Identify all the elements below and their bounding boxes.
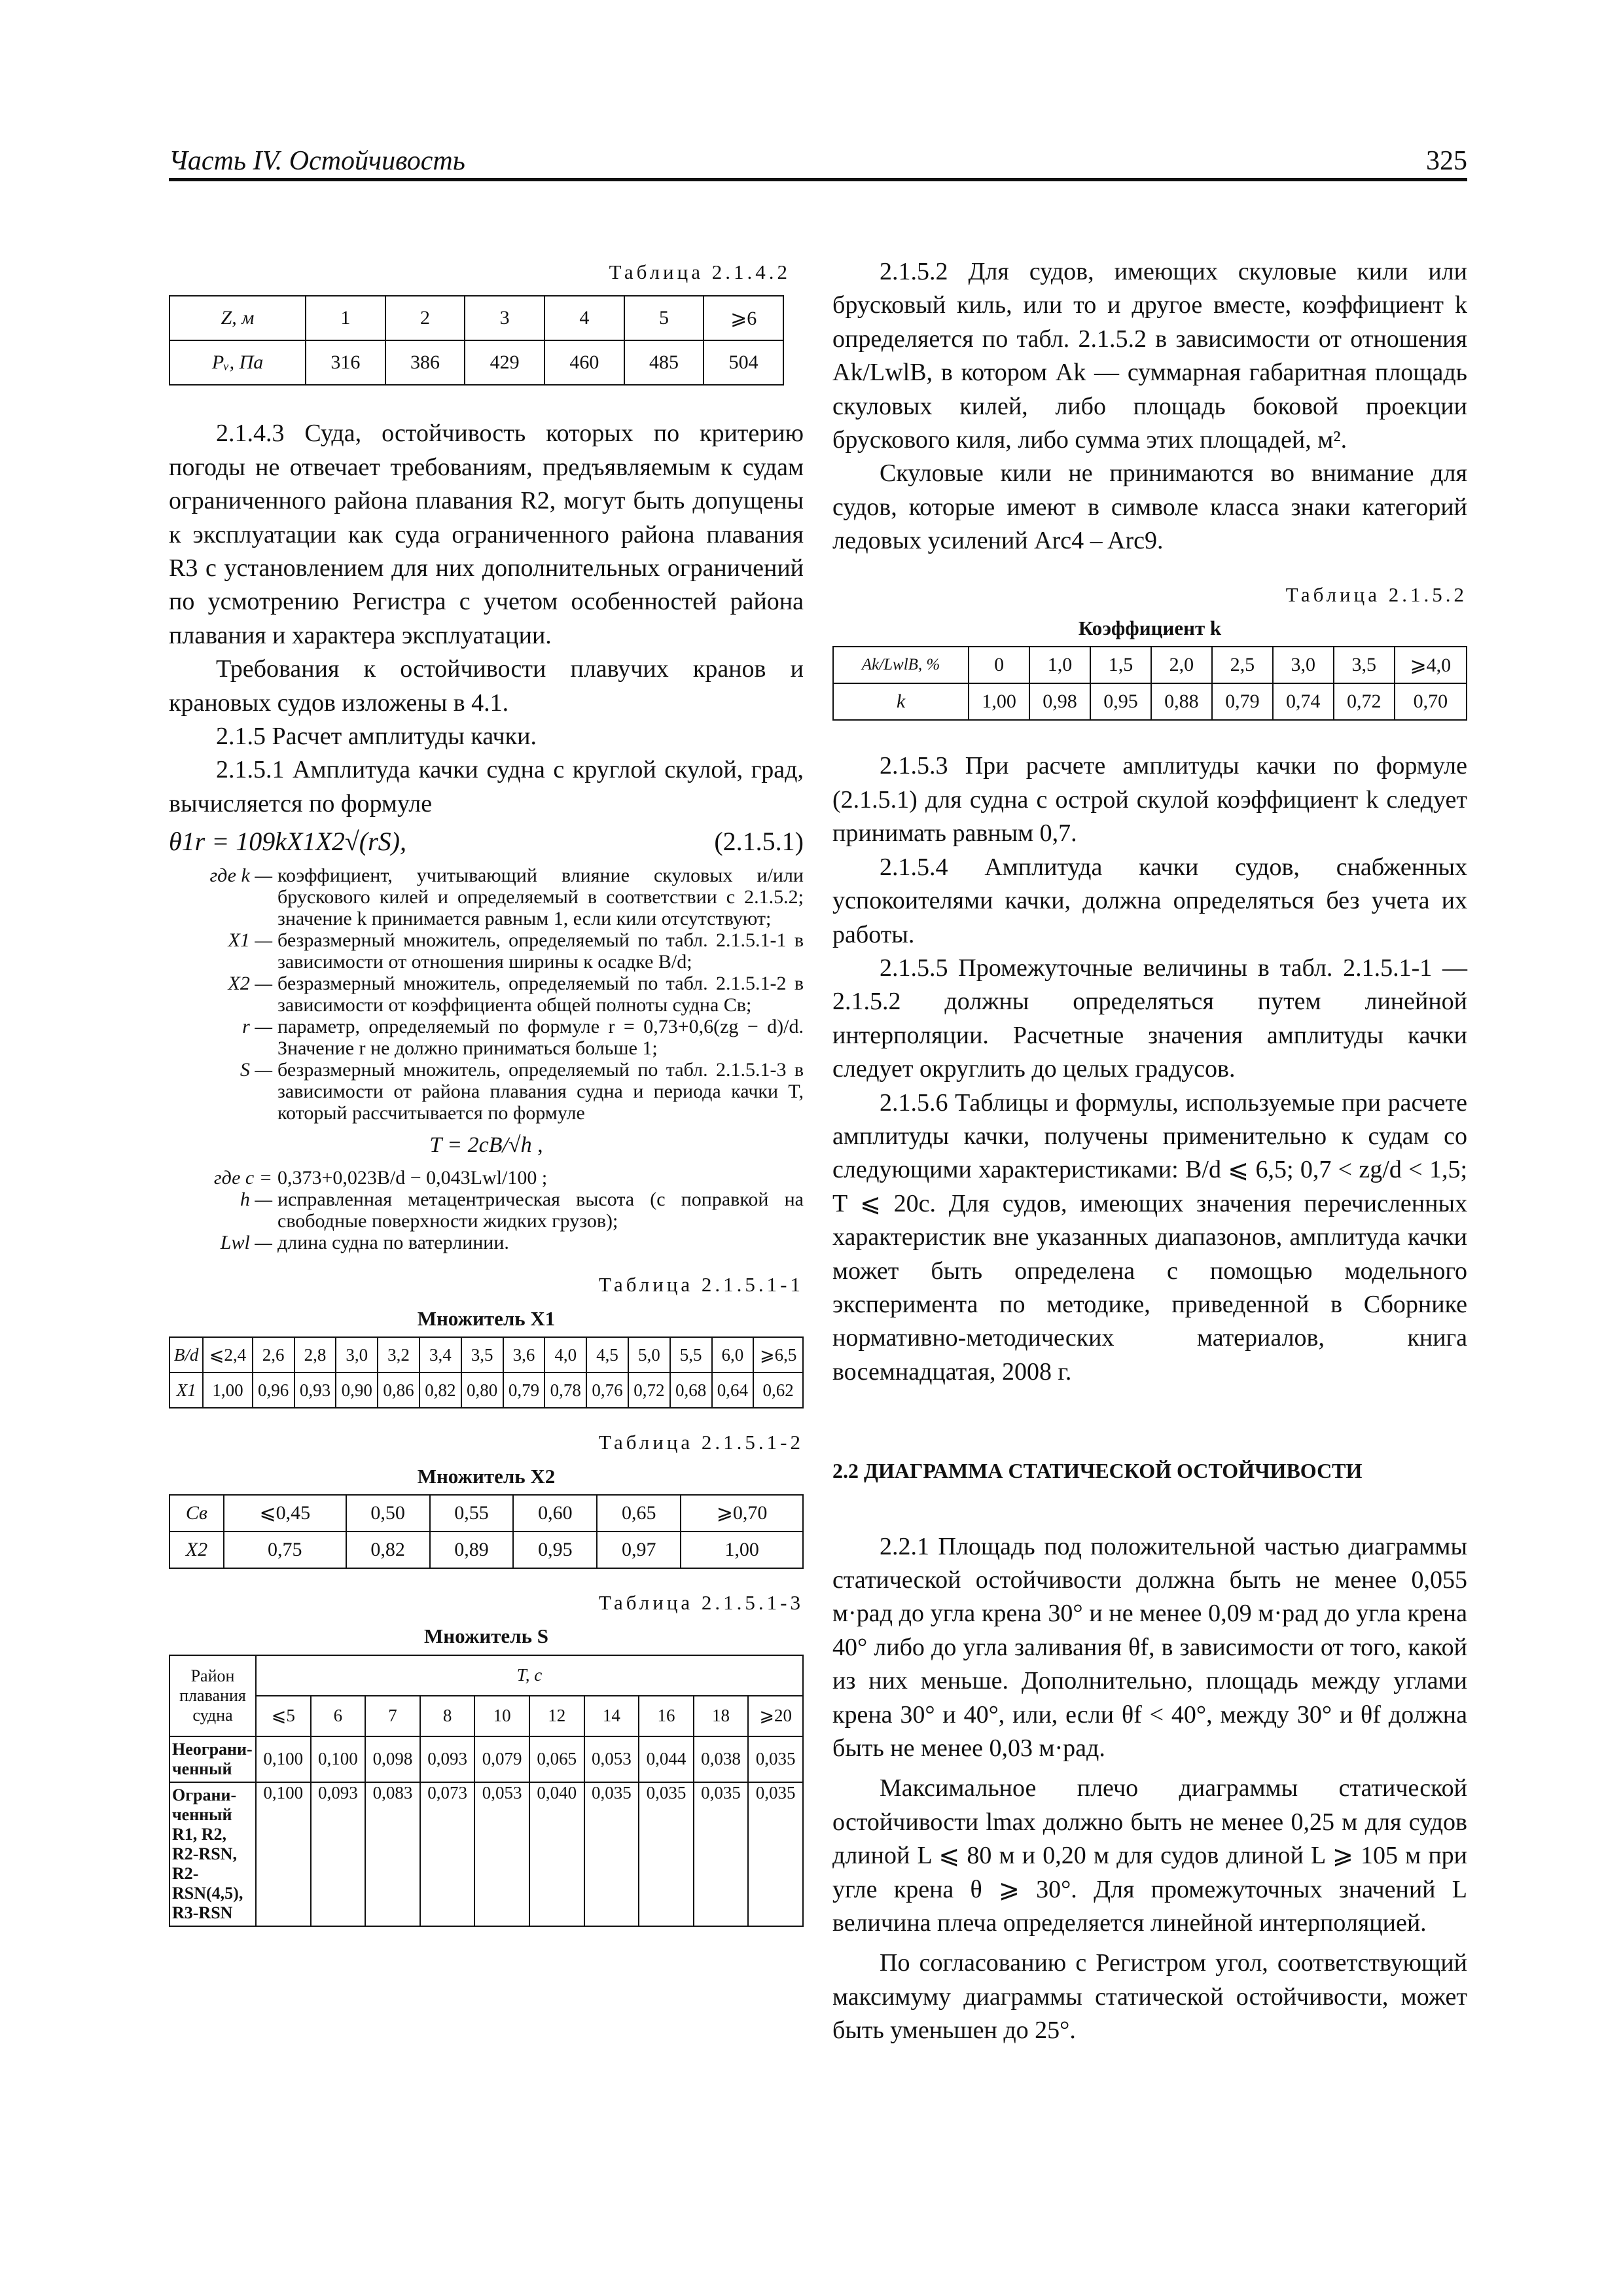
definition-item (169, 1167, 804, 1189)
table-cell: 16 (639, 1696, 694, 1736)
table-title: Множитель S (424, 1624, 548, 1648)
table-cell: 0,035 (584, 1782, 639, 1926)
table-cell: 0,97 (597, 1532, 681, 1568)
table-header-cell: T, c (256, 1655, 803, 1696)
table-cell: 6 (311, 1696, 366, 1736)
table-cell: ⩽0,45 (224, 1495, 346, 1532)
definition-term: X1 — (228, 929, 272, 952)
definition-term: h — (240, 1189, 272, 1211)
table-cell: 1,0 (1029, 647, 1090, 683)
table-cell: 485 (624, 340, 704, 385)
paragraph-25-deg: По согласованию с Регистром угол, соответствующий максимуму диаграммы статической остойчивости, может быть уменьшен до 25°. (832, 1949, 1467, 2045)
table-cell: 3,2 (378, 1337, 419, 1372)
table-cell: 0,62 (753, 1372, 803, 1408)
table-header-cell: Район плавания судна (169, 1655, 256, 1736)
table-cell: 0,100 (311, 1736, 366, 1782)
table-cell: Cв (169, 1495, 224, 1532)
definition-item (169, 1016, 804, 1059)
table-cell: 0,80 (461, 1372, 503, 1408)
table-cell: 0,083 (365, 1782, 420, 1926)
table-row (169, 296, 783, 340)
paragraph-2-1-4-3: 2.1.4.3 Суда, остойчивость которых по критерию погоды не отвечает требованиям, предъявляемым к судам ограниченного района плавания R2, могут быть допущены к эксплуатации как суда ограниченного района плавания R3 с установлением для них дополнительных ограничений по усмотрению Регистра с учетом особенностей района плавания и характера эксплуатации. (169, 420, 804, 649)
table-caption: Таблица 2.1.5.1-3 (598, 1590, 804, 1614)
table-cell: 2,6 (253, 1337, 294, 1372)
table-row (169, 1696, 803, 1736)
header-rule (169, 178, 1467, 181)
table-cell: 4 (544, 296, 624, 340)
table-title: Множитель X2 (417, 1464, 556, 1488)
table-cell: 0,053 (474, 1782, 529, 1926)
table-cell: 0,50 (346, 1495, 430, 1532)
definition-text: длина судна по ватерлинии. (277, 1232, 509, 1254)
table-cell: 0,70 (1395, 683, 1467, 720)
table-row (169, 1736, 803, 1782)
table-cell: 7 (365, 1696, 420, 1736)
paragraph-cranes: Требования к остойчивости плавучих кранов и крановых судов изложены в 4.1. (169, 655, 804, 717)
paragraph-2-1-5-3: 2.1.5.3 При расчете амплитуды качки по формуле (2.1.5.1) для судна с острой скулой коэффициент k следует принимать равным 0,7. (832, 752, 1467, 848)
table-row (169, 1532, 803, 1568)
table-row (169, 1655, 803, 1696)
left-column (169, 255, 804, 1927)
table-cell: 504 (704, 340, 783, 385)
table-cell: 3,6 (503, 1337, 545, 1372)
running-header (169, 145, 1467, 178)
table-cell: 0,76 (586, 1372, 628, 1408)
definition-term: Lwl — (220, 1232, 272, 1254)
definitions-2 (169, 1167, 804, 1253)
definition-text: безразмерный множитель, определяемый по табл. 2.1.5.1-2 в зависимости от коэффициента общей полноты судна Cв; (277, 973, 804, 1016)
definition-text: коэффициент, учитывающий влияние скуловых и/или брускового килей и определяемый в соответствии с 2.1.5.2; значение k принимается равным 1, если кили отсутствуют; (277, 865, 804, 930)
table-cell: ⩾4,0 (1395, 647, 1467, 683)
table-cell: 0,60 (513, 1495, 597, 1532)
formula-text: θ1r = 109kX1X2√(rS), (169, 827, 406, 857)
table-title: Коэффициент k (1078, 617, 1222, 640)
table-cell: 1,00 (969, 683, 1029, 720)
table-cell: 0,035 (639, 1782, 694, 1926)
table-cell: 1,00 (681, 1532, 803, 1568)
page-number: 325 (1426, 146, 1467, 176)
right-column (832, 255, 1467, 2048)
table-cell: 3,4 (419, 1337, 461, 1372)
table-2-1-5-2 (832, 646, 1467, 721)
heading-2-1-5: 2.1.5 Расчет амплитуды качки. (216, 723, 537, 751)
table-row (833, 647, 1467, 683)
definition-term: где k — (209, 865, 272, 887)
table-row (169, 1372, 803, 1408)
table-cell: 2,8 (294, 1337, 336, 1372)
table-cell: ⩽2,4 (203, 1337, 253, 1372)
definition-text: исправленная метацентрическая высота (с поправкой на свободные поверхности жидких грузов); (277, 1189, 804, 1232)
table-2-1-5-1-1 (169, 1336, 804, 1408)
table-cell: 4,5 (586, 1337, 628, 1372)
table-cell: 4,0 (544, 1337, 586, 1372)
table-cell: 0,78 (544, 1372, 586, 1408)
table-cell: 0,75 (224, 1532, 346, 1568)
formula-period: T = 2cB/√h , (429, 1133, 543, 1158)
table-2-1-5-1-2 (169, 1494, 804, 1569)
paragraph-2-1-5-5: 2.1.5.5 Промежуточные величины в табл. 2.1.5.1-1 — 2.1.5.2 должны определяться путем линейной интерполяции. Расчетные значения амплитуды качки следует округлить до целых градусов. (832, 954, 1467, 1083)
table-row (169, 1337, 803, 1372)
paragraph-2-2-1: 2.2.1 Площадь под положительной частью диаграммы статической остойчивости должна быть не менее 0,055 м·рад до угла крена 30° и не менее 0,09 м·рад до угла крена 40° либо до угла заливания θf, в зависимости от того, какой из них меньше. Дополнительно, площадь между углами крена 30° и 40°, или, если θf < 40°, между 30° и θf должна быть не менее 0,03 м·рад. (832, 1532, 1467, 1763)
table-cell: 0,79 (1212, 683, 1273, 720)
table-cell: 0,95 (513, 1532, 597, 1568)
definition-item (169, 929, 804, 973)
header-title: Часть IV. Остойчивость (169, 146, 465, 176)
table-cell: 0,90 (336, 1372, 378, 1408)
table-row-label: Неограни-ченный (169, 1736, 256, 1782)
table-cell: B/d (169, 1337, 203, 1372)
formula-2-1-5-1 (169, 826, 804, 857)
definition-text: безразмерный множитель, определяемый по табл. 2.1.5.1-3 в зависимости от района плавания судна и периода качки T, который рассчитывается по формуле (277, 1059, 804, 1124)
table-cell: 0,035 (748, 1736, 803, 1782)
formula-number: (2.1.5.1) (714, 827, 804, 857)
definition-term: X2 — (228, 973, 272, 995)
table-cell: 1,5 (1090, 647, 1151, 683)
paragraph-arc: Скуловые кили не принимаются во внимание для судов, которые имеют в символе класса знаки категорий ледовых усилений Arc4 – Arc9. (832, 459, 1467, 555)
table-cell: 14 (584, 1696, 639, 1736)
table-cell: 0,65 (597, 1495, 681, 1532)
table-row (169, 1782, 803, 1926)
table-cell: ⩾6 (704, 296, 783, 340)
table-cell: 3,0 (336, 1337, 378, 1372)
table-cell: 0,098 (365, 1736, 420, 1782)
definition-item (169, 1232, 804, 1253)
table-cell: 0,64 (712, 1372, 754, 1408)
paragraph-lmax: Максимальное плечо диаграммы статической остойчивости lmax должно быть не менее 0,25 м для судов длиной L ⩽ 80 м и 0,20 м для судов длиной L ⩾ 105 м при угле крена θ ⩾ 30°. Для промежуточных значений L величина плеча определяется линейной интерполяцией. (832, 1774, 1467, 1937)
table-cell: 0,88 (1151, 683, 1212, 720)
table-cell: 0,100 (256, 1736, 311, 1782)
table-cell: ⩾0,70 (681, 1495, 803, 1532)
table-cell: 0,93 (294, 1372, 336, 1408)
table-cell: 0,093 (420, 1736, 475, 1782)
definitions (169, 865, 804, 1124)
table-cell: Pᵥ, Па (169, 340, 306, 385)
table-row (169, 1495, 803, 1532)
table-cell: 2,0 (1151, 647, 1212, 683)
table-cell: 3 (465, 296, 544, 340)
table-cell: 0,72 (1334, 683, 1395, 720)
table-cell: 2 (385, 296, 465, 340)
table-cell: 0,82 (419, 1372, 461, 1408)
table-cell: 0,86 (378, 1372, 419, 1408)
definition-text: 0,373+0,023B/d − 0,043Lwl/100 ; (277, 1167, 548, 1189)
definition-item (169, 865, 804, 929)
table-row (833, 683, 1467, 720)
table-row-label: Ограни-ченный R1, R2, R2-RSN, R2-RSN(4,5), R3-RSN (169, 1782, 256, 1926)
table-cell: 0,55 (430, 1495, 514, 1532)
table-cell: 386 (385, 340, 465, 385)
table-cell: 1 (306, 296, 385, 340)
table-cell: 429 (465, 340, 544, 385)
table-2-1-4-2 (169, 295, 784, 386)
table-cell: 0 (969, 647, 1029, 683)
table-cell: k (833, 683, 969, 720)
table-cell: 5,5 (670, 1337, 712, 1372)
table-cell: 0,079 (474, 1736, 529, 1782)
table-cell: 12 (529, 1696, 584, 1736)
table-cell: 0,89 (430, 1532, 514, 1568)
table-cell: 6,0 (712, 1337, 754, 1372)
table-cell: 0,040 (529, 1782, 584, 1926)
table-caption: Таблица 2.1.5.2 (1285, 583, 1467, 606)
definition-term: где c = (213, 1167, 272, 1189)
table-row (169, 340, 783, 385)
table-cell: 0,100 (256, 1782, 311, 1926)
table-cell: 0,053 (584, 1736, 639, 1782)
section-heading-2-2: 2.2 ДИАГРАММА СТАТИЧЕСКОЙ ОСТОЙЧИВОСТИ (832, 1459, 1363, 1483)
table-cell: 0,035 (748, 1782, 803, 1926)
table-cell: 0,044 (639, 1736, 694, 1782)
definition-term: S — (240, 1059, 272, 1081)
table-title: Множитель X1 (417, 1306, 556, 1330)
table-cell: ⩾20 (748, 1696, 803, 1736)
table-caption: Таблица 2.1.4.2 (609, 260, 791, 283)
table-cell: 0,96 (253, 1372, 294, 1408)
table-cell: 18 (694, 1696, 749, 1736)
table-cell: 0,073 (420, 1782, 475, 1926)
table-cell: 5,0 (628, 1337, 670, 1372)
paragraph-2-1-5-2: 2.1.5.2 Для судов, имеющих скуловые кили или брусковый киль, или то и другое вместе, коэффициент k определяется по табл. 2.1.5.2 в зависимости от отношения Ak/LwlB, в котором Ak — суммарная габаритная площадь скуловых килей, либо площадь боковой проекции брускового киля, либо сумма этих площадей, м². (832, 258, 1467, 454)
table-cell: 3,5 (1334, 647, 1395, 683)
table-cell: 0,98 (1029, 683, 1090, 720)
table-cell: ⩽5 (256, 1696, 311, 1736)
table-cell: 0,95 (1090, 683, 1151, 720)
table-cell: 10 (474, 1696, 529, 1736)
table-cell: 0,74 (1273, 683, 1334, 720)
definition-text: безразмерный множитель, определяемый по табл. 2.1.5.1-1 в зависимости от отношения ширины к осадке B/d; (277, 929, 804, 973)
table-cell: Ak/LwlB, % (833, 647, 969, 683)
definition-item (169, 973, 804, 1016)
table-cell: Z, м (169, 296, 306, 340)
table-cell: 3,5 (461, 1337, 503, 1372)
definition-text: параметр, определяемый по формуле r = 0,73+0,6(zg − d)/d. Значение r не должно приниматься больше 1; (277, 1016, 804, 1060)
table-cell: 8 (420, 1696, 475, 1736)
table-cell: X2 (169, 1532, 224, 1568)
table-cell: 3,0 (1273, 647, 1334, 683)
table-cell: 1,00 (203, 1372, 253, 1408)
paragraph-2-1-5-6: 2.1.5.6 Таблицы и формулы, используемые при расчете амплитуды качки, получены применительно к судам со следующими характеристиками: B/d ⩽ 6,5; 0,7 < zg/d < 1,5; T ⩽ 20с. Для судов, имеющих значения перечисленных характеристик вне указанных диапазонов, амплитуда качки может быть определена с помощью модельного эксперимента по методике, приведенной в Сборнике нормативно-методических материалов, книга восемнадцатая, 2008 г. (832, 1088, 1467, 1386)
table-cell: 0,065 (529, 1736, 584, 1782)
paragraph-2-1-5-4: 2.1.5.4 Амплитуда качки судов, снабженных успокоителями качки, должна определяться без учета их работы. (832, 853, 1467, 948)
definition-term: r — (242, 1016, 272, 1038)
table-caption: Таблица 2.1.5.1-1 (598, 1273, 804, 1297)
table-cell: 0,035 (694, 1782, 749, 1926)
table-cell: 0,72 (628, 1372, 670, 1408)
table-cell: 0,68 (670, 1372, 712, 1408)
table-2-1-5-1-3 (169, 1655, 804, 1927)
table-cell: ⩾6,5 (753, 1337, 803, 1372)
table-cell: 5 (624, 296, 704, 340)
paragraph-2-1-5-1: 2.1.5.1 Амплитуда качки судна с круглой скулой, град, вычисляется по формуле (169, 756, 804, 817)
table-cell: 0,038 (694, 1736, 749, 1782)
table-cell: 0,82 (346, 1532, 430, 1568)
table-cell: 460 (544, 340, 624, 385)
table-cell: 316 (306, 340, 385, 385)
table-cell: X1 (169, 1372, 203, 1408)
definition-item (169, 1189, 804, 1232)
table-cell: 2,5 (1212, 647, 1273, 683)
table-cell: 0,093 (311, 1782, 366, 1926)
definition-item (169, 1059, 804, 1124)
table-cell: 0,79 (503, 1372, 545, 1408)
table-caption: Таблица 2.1.5.1-2 (598, 1431, 804, 1454)
